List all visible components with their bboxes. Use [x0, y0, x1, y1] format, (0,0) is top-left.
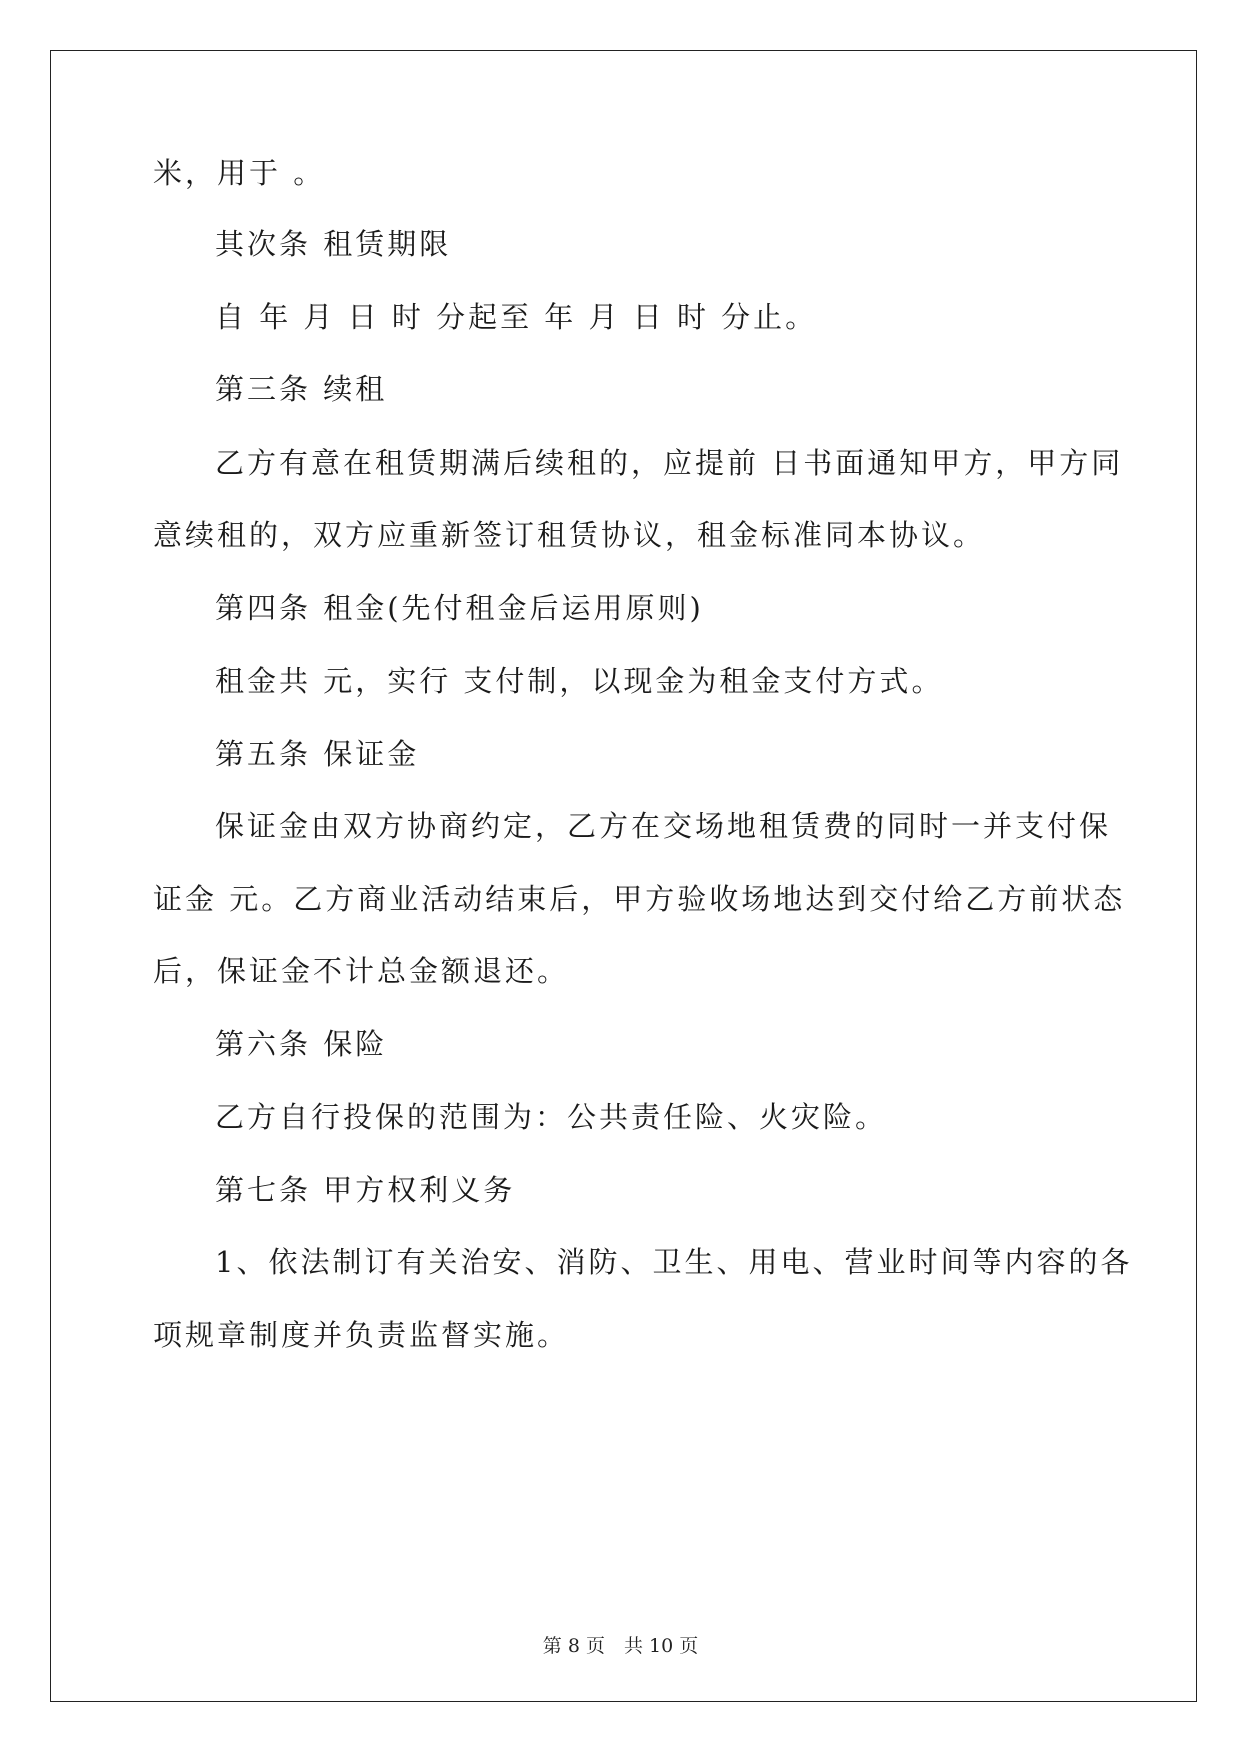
clause-heading: 其次条 租赁期限	[215, 227, 452, 261]
text-line: 项规章制度并负责监督实施。	[153, 1318, 570, 1352]
text-line: 租金共 元，实行 支付制，以现金为租金支付方式。	[215, 664, 944, 698]
clause-heading: 第三条 续租	[215, 372, 388, 406]
text-line: 自 年 月 日 时 分起至 年 月 日 时 分止。	[215, 300, 818, 334]
clause-heading: 第六条 保险	[215, 1027, 388, 1061]
text-line: 乙方自行投保的范围为：公共责任险、火灾险。	[215, 1100, 888, 1134]
clause-heading: 第四条 租金(先付租金后运用原则)	[215, 591, 704, 625]
text-line: 保证金由双方协商约定，乙方在交场地租赁费的同时一并支付保	[215, 809, 1112, 843]
page-number: 第 8 页 共 10 页	[542, 1635, 699, 1657]
text-line: 米，用于 。	[153, 156, 326, 190]
text-line: 1、依法制订有关治安、消防、卫生、用电、营业时间等内容的各	[215, 1245, 1133, 1279]
text-line: 证金 元。乙方商业活动结束后，甲方验收场地达到交付给乙方前状态	[153, 882, 1126, 916]
clause-heading: 第七条 甲方权利义务	[215, 1173, 516, 1207]
clause-heading: 第五条 保证金	[215, 737, 420, 771]
text-line: 意续租的，双方应重新签订租赁协议，租金标准同本协议。	[153, 518, 986, 552]
text-line: 乙方有意在租赁期满后续租的，应提前 日书面通知甲方，甲方同	[215, 446, 1124, 480]
page-border	[50, 50, 1197, 1702]
text-line: 后，保证金不计总金额退还。	[153, 954, 570, 988]
